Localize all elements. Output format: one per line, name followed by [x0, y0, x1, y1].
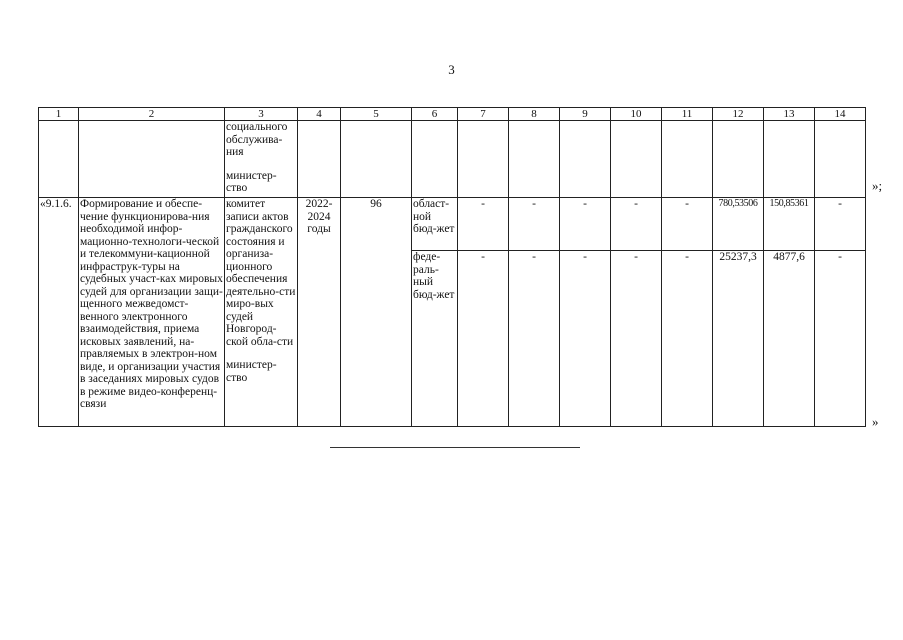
closing-quote-mark-final: »: [872, 414, 879, 429]
header-cell: 12: [713, 108, 764, 121]
value-cell: -: [815, 198, 866, 251]
funding-source: феде-раль-ный бюд-жет: [412, 251, 458, 427]
header-cell: 14: [815, 108, 866, 121]
table-cell: [39, 121, 79, 198]
value-cell: -: [815, 251, 866, 427]
value-cell: 150,85361: [764, 198, 815, 251]
continuation-executor-text: социального обслужива-ния: [226, 121, 288, 158]
value-cell: -: [458, 251, 509, 427]
entry-number: «9.1.6.: [39, 198, 79, 427]
continuation-executor-cell: [225, 121, 298, 198]
value-cell: -: [662, 198, 713, 251]
header-cell: 4: [298, 108, 341, 121]
value-cell: 25237,3: [713, 251, 764, 427]
continuation-ministry-text: министер-ство: [226, 169, 277, 194]
table-cell: [815, 121, 866, 198]
header-cell: 13: [764, 108, 815, 121]
entry-ministry-text: министер-ство: [226, 359, 277, 384]
table-row: [39, 198, 866, 251]
funding-source: област-ной бюд-жет: [412, 198, 458, 251]
header-cell: 3: [225, 108, 298, 121]
header-cell: 5: [341, 108, 412, 121]
page-number: 3: [448, 62, 455, 77]
value-cell: -: [560, 198, 611, 251]
entry-description: Формирование и обеспе-чение функционирова-ния необходимой инфор-мационно-технологи-ческой и телекоммуни-кационной инфраструк-туры на судебных участ-ках мировых судей для организации защи-щенного межведомст-венного электронного взаимодействия, приема исковых заявлений, на-правляемых в электрон-ном виде, и организации участия в заседаниях мировых судов в режиме видео-конференц-связи: [79, 198, 225, 427]
value-cell: 780,53506: [713, 198, 764, 251]
value-cell: -: [509, 251, 560, 427]
table-cell: [458, 121, 509, 198]
table-cell: [764, 121, 815, 198]
value-cell: -: [509, 198, 560, 251]
value-cell: -: [611, 198, 662, 251]
closing-quote-mark: »;: [872, 178, 883, 193]
header-cell: 8: [509, 108, 560, 121]
table-cell: [611, 121, 662, 198]
header-cell: 11: [662, 108, 713, 121]
value-cell: -: [560, 251, 611, 427]
table-cell: [412, 121, 458, 198]
table-cell: [662, 121, 713, 198]
header-cell: 2: [79, 108, 225, 121]
table-cell: [713, 121, 764, 198]
table-cell: [298, 121, 341, 198]
table-cell: [509, 121, 560, 198]
table-cell: [560, 121, 611, 198]
entry-indicator: 96: [341, 198, 412, 427]
value-cell: -: [662, 251, 713, 427]
value-cell: 4877,6: [764, 251, 815, 427]
program-table: [38, 107, 866, 427]
entry-years: 2022-2024 годы: [298, 198, 341, 427]
continuation-row: [39, 121, 866, 198]
footer-divider: [330, 447, 580, 448]
header-cell: 9: [560, 108, 611, 121]
header-cell: 1: [39, 108, 79, 121]
value-cell: -: [611, 251, 662, 427]
header-cell: 7: [458, 108, 509, 121]
entry-executor-text: комитет записи актов гражданского состояния и организа-ционного обеспечения деятельно-сти миро-вых судей Новгород-ской обла-сти: [226, 198, 296, 348]
header-cell: 10: [611, 108, 662, 121]
entry-executor-cell: [225, 198, 298, 427]
header-row: [39, 108, 866, 121]
table-cell: [79, 121, 225, 198]
header-cell: 6: [412, 108, 458, 121]
value-cell: -: [458, 198, 509, 251]
table-cell: [341, 121, 412, 198]
